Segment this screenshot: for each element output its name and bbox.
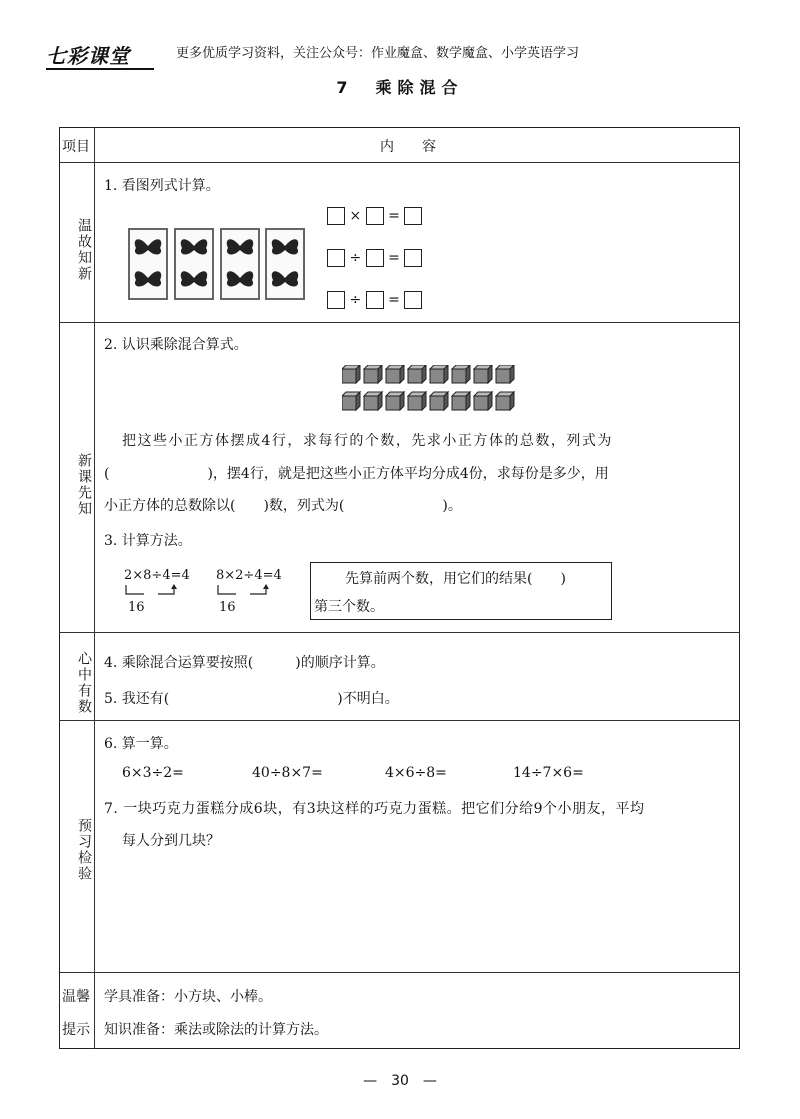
op-sign: × (349, 208, 362, 224)
q3-title: 3. 计算方法。 (104, 533, 192, 549)
section-check: 预习检验 (76, 818, 92, 882)
q3-mid1: 16 (128, 600, 145, 615)
col-header-content: 内 容 (380, 139, 436, 155)
answer-box[interactable] (327, 249, 345, 267)
row-divider (59, 632, 740, 633)
q3-rule-line1: 先算前两个数，用它们的结果( ) (345, 571, 566, 587)
q4-text: 4. 乘除混合运算要按照( )的顺序计算。 (104, 655, 385, 671)
butterfly-card (220, 228, 260, 300)
q6-title: 6. 算一算。 (104, 736, 178, 752)
cube-row-2 (342, 392, 514, 410)
q1-title: 1. 看图列式计算。 (104, 178, 220, 194)
eq-sign: = (388, 292, 400, 308)
row-divider (59, 322, 740, 323)
section-review: 温故知新 (76, 218, 92, 282)
butterfly-icon (176, 230, 212, 298)
op-sign: ÷ (349, 292, 362, 308)
logo-text: 七彩课堂 (46, 44, 130, 68)
q1-equation-row (327, 249, 422, 267)
row-divider (59, 162, 740, 163)
cube-row-1 (342, 365, 514, 383)
section-tips-1: 温馨 (62, 989, 90, 1005)
answer-box[interactable] (327, 291, 345, 309)
q3-expr1: 2×8÷4=4 (124, 568, 190, 583)
q6-item: 6×3÷2= (122, 765, 184, 781)
row-divider (59, 720, 740, 721)
q1-equation-row (327, 291, 422, 309)
q6-item: 14÷7×6= (513, 765, 584, 781)
section-mind: 心中有数 (76, 651, 92, 715)
answer-box[interactable] (366, 207, 384, 225)
q2-title: 2. 认识乘除混合算式。 (104, 337, 248, 353)
butterfly-icon (130, 230, 166, 298)
header-note: 更多优质学习资料，关注公众号：作业魔盒、数学魔盒、小学英语学习 (176, 46, 580, 61)
q2-line2: ( )，摆4行，就是把这些小正方体平均分成4份，求每份是多少，用 (104, 466, 609, 482)
tips-tools: 学具准备：小方块、小棒。 (104, 989, 272, 1005)
q2-line3: 小正方体的总数除以( )数，列式为( )。 (104, 498, 462, 514)
q5-text: 5. 我还有( )不明白。 (104, 691, 399, 707)
section-tips-2: 提示 (62, 1022, 90, 1038)
answer-box[interactable] (404, 249, 422, 267)
q1-equation-row (327, 207, 422, 225)
logo (46, 38, 156, 72)
col-header-item: 项目 (62, 139, 90, 155)
answer-box[interactable] (404, 207, 422, 225)
butterfly-card (174, 228, 214, 300)
answer-box[interactable] (404, 291, 422, 309)
cubes-illustration (342, 365, 518, 413)
logo-underline (46, 68, 154, 70)
butterfly-card (128, 228, 168, 300)
q6-item: 4×6÷8= (385, 765, 447, 781)
q3-rule-line2: 第三个数。 (314, 599, 384, 615)
q7-line2: 每人分到几块？ (122, 833, 220, 849)
eq-sign: = (388, 208, 400, 224)
answer-box[interactable] (366, 291, 384, 309)
row-divider (59, 972, 740, 973)
q3-arrows (120, 584, 300, 604)
q6-item: 40÷8×7= (252, 765, 323, 781)
op-sign: ÷ (349, 250, 362, 266)
tips-knowledge: 知识准备：乘法或除法的计算方法。 (104, 1022, 328, 1038)
butterfly-icon (222, 230, 258, 298)
q7-line1: 7. 一块巧克力蛋糕分成6块，有3块这样的巧克力蛋糕。把它们分给9个小朋友，平均 (104, 801, 645, 817)
q3-expr2: 8×2÷4=4 (216, 568, 282, 583)
page-title: 7 乘除混合 (336, 78, 464, 97)
page-number: — 30 — (363, 1073, 437, 1089)
eq-sign: = (388, 250, 400, 266)
section-new: 新课先知 (76, 453, 92, 517)
column-divider (94, 127, 95, 1049)
answer-box[interactable] (327, 207, 345, 225)
butterfly-icon (267, 230, 303, 298)
q3-mid2: 16 (219, 600, 236, 615)
answer-box[interactable] (366, 249, 384, 267)
butterfly-card (265, 228, 305, 300)
q2-line1: 把这些小正方体摆成4行，求每行的个数，先求小正方体的总数，列式为 (122, 433, 613, 449)
